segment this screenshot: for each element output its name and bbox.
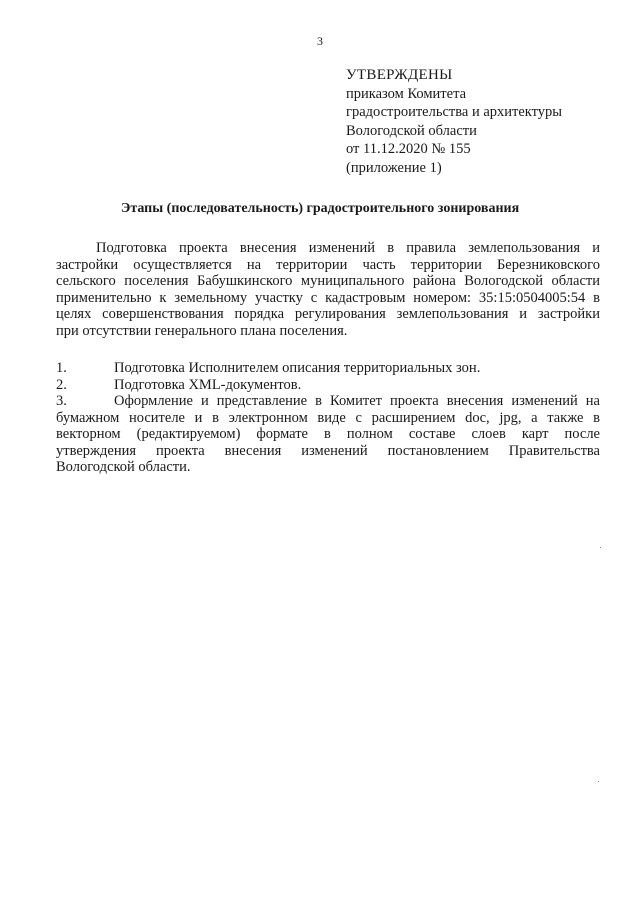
list-item-number: 2. [56,376,67,393]
approval-title: УТВЕРЖДЕНЫ [346,67,453,83]
approval-block [346,66,562,177]
list-item-line [56,377,600,394]
approval-line-5: (приложение 1) [346,159,442,176]
list-item-line [56,360,600,377]
list-item-text: Подготовка XML-документов. [114,376,302,393]
list-item-line: векторном (редактируемом) формате в полном составе слоев карт после [56,426,600,442]
list-item-number: 1. [56,360,67,376]
paragraph-line: застройки осуществляется на территории часть территории Березниковского [56,256,600,273]
list-item-text: Оформление и представление в Комитет проекта внесения изменений на [114,393,600,409]
paragraph-line: сельского поселения Бабушкинского муниципального района Вологодской области [56,273,600,289]
list-item-line: утверждения проекта внесения изменений постановлением Правительства [56,442,600,459]
scan-speck [600,547,601,548]
paragraph-line: применительно к земельному участку с кадастровым номером: 35:15:0504005:54 в [56,289,600,306]
scan-speck [598,781,599,782]
list-item-number: 3. [56,393,67,409]
approval-line-1: приказом Комитета [346,85,467,102]
list-item-line: Вологодской области. [56,459,191,475]
list-item-text: Подготовка Исполнителем описания территориальных зон. [114,360,481,376]
list-item [56,377,600,394]
list-item-line [56,393,600,410]
approval-line-4: от 11.12.2020 № 155 [346,141,471,157]
page-number: 3 [317,34,323,48]
paragraph-line: при отсутствии генерального плана поселения. [56,322,348,339]
paragraph-line: целях совершенствования порядка регулирования землепользования и застройки [56,306,600,322]
main-paragraph [56,240,600,339]
approval-line-3: Вологодской области [346,122,477,139]
steps-list [56,360,600,476]
list-item [56,360,600,377]
list-item [56,393,600,476]
list-item-line: бумажном носителе и в электронном виде с расширением doc, jpg, а также в [56,409,600,426]
document-heading: Этапы (последовательность) градостроительного зонирования [120,201,520,216]
paragraph-line: Подготовка проекта внесения изменений в правила землепользования и [96,240,600,256]
approval-line-2: градостроительства и архитектуры [346,104,563,120]
